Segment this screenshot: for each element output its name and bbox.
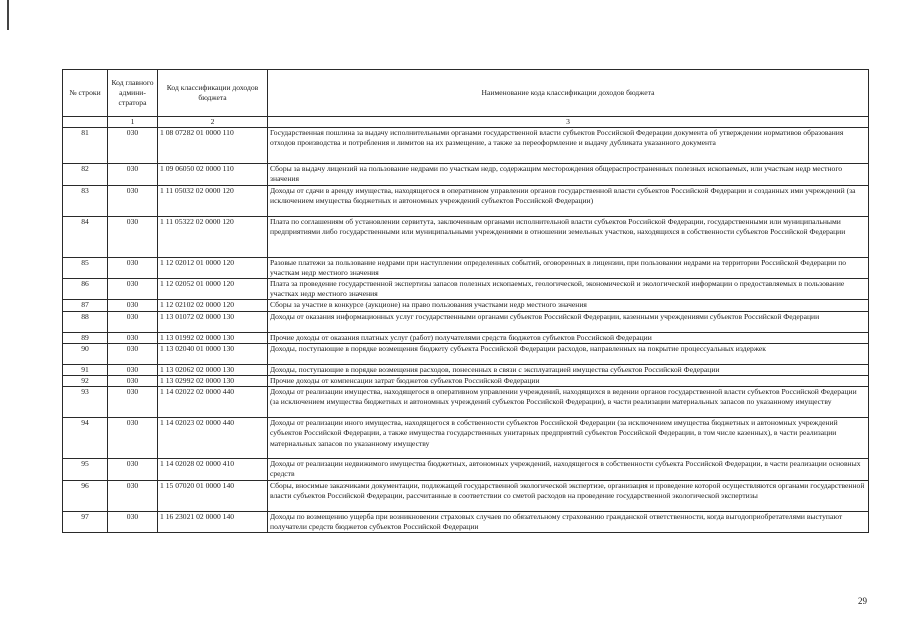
row-number: 94 <box>63 418 108 459</box>
classification-code: 1 15 07020 01 0000 140 <box>158 480 268 511</box>
code-name: Сборы за участие в конкурсе (аукционе) на право пользования участками недр местного значения <box>268 300 869 311</box>
admin-code: 030 <box>108 185 158 216</box>
classification-code: 1 11 05322 02 0000 120 <box>158 216 268 257</box>
classification-code: 1 14 02028 02 0000 410 <box>158 459 268 480</box>
code-name: Доходы от сдачи в аренду имущества, находящегося в оперативном управлении органов государственной власти субъектов Российской Федерации и созданных ими учреждений (за исключением имущества бюджетных и автономных учреждений субъектов Российской Федерации) <box>268 185 869 216</box>
header-code-name: Наименование кода классификации доходов бюджета <box>268 70 869 117</box>
table-row <box>63 418 869 459</box>
classification-code: 1 08 07282 01 0000 110 <box>158 128 268 164</box>
row-number: 97 <box>63 511 108 532</box>
admin-code: 030 <box>108 332 158 343</box>
row-number: 83 <box>63 185 108 216</box>
row-number: 91 <box>63 364 108 375</box>
classification-code: 1 16 23021 02 0000 140 <box>158 511 268 532</box>
table-row <box>63 364 869 375</box>
code-name: Плата за проведение государственной экспертизы запасов полезных ископаемых, геологической, экономической и экологической информации о предоставляемых в пользование участках недр местного значения <box>268 279 869 300</box>
classification-code: 1 13 02062 02 0000 130 <box>158 364 268 375</box>
code-name: Доходы от реализации недвижимого имущества бюджетных, автономных учреждений, находящегося в собственности субъекта Российской Федерации, в части реализации основных средств <box>268 459 869 480</box>
revenue-classification-table <box>62 69 869 533</box>
code-name: Сборы за выдачу лицензий на пользование недрами по участкам недр, содержащим месторождения общераспространенных полезных ископаемых, или участкам недр местного значения <box>268 164 869 185</box>
code-name: Прочие доходы от оказания платных услуг (работ) получателями средств бюджетов субъектов Российской Федерации <box>268 332 869 343</box>
admin-code: 030 <box>108 418 158 459</box>
column-number: 2 <box>158 117 268 128</box>
admin-code: 030 <box>108 376 158 387</box>
header-row-number: № строки <box>63 70 108 117</box>
code-name: Доходы от реализации имущества, находящегося в оперативном управлении учреждений, находящихся в ведении органов государственной власти субъектов Российской Федерации (за исключением имущества бюджетных и автономных учреждений субъектов Российской Федерации), в части реализации материальных запасов по указанному имуществу <box>268 387 869 418</box>
row-number: 86 <box>63 279 108 300</box>
admin-code: 030 <box>108 216 158 257</box>
admin-code: 030 <box>108 128 158 164</box>
page-number: 29 <box>858 596 867 606</box>
code-name: Доходы, поступающие в порядке возмещения бюджету субъекта Российской Федерации расходов, направленных на покрытие процессуальных издержек <box>268 343 869 364</box>
table-row <box>63 279 869 300</box>
table-row <box>63 376 869 387</box>
row-number: 92 <box>63 376 108 387</box>
row-number: 81 <box>63 128 108 164</box>
admin-code: 030 <box>108 480 158 511</box>
table-row <box>63 164 869 185</box>
code-name: Государственная пошлина за выдачу исполнительными органами государственной власти субъектов Российской Федерации документа об утверждении нормативов образования отходов производства и потребления и лимитов на их размещение, а также за переоформление и выдачу дубликата указанного документа <box>268 128 869 164</box>
table-row <box>63 311 869 332</box>
classification-code: 1 13 01992 02 0000 130 <box>158 332 268 343</box>
row-number: 89 <box>63 332 108 343</box>
column-number <box>63 117 108 128</box>
table-row <box>63 511 869 532</box>
header-admin-code: Код главного админи-стратора <box>108 70 158 117</box>
code-name: Разовые платежи за пользование недрами при наступлении определенных событий, оговоренных в лицензии, при пользовании недрами на территории Российской Федерации по участкам недр местного значения <box>268 257 869 278</box>
code-name: Доходы от реализации иного имущества, находящегося в собственности субъектов Российской Федерации (за исключением имущества бюджетных и автономных учреждений субъектов Российской Федерации, а также имущества государственных унитарных предприятий субъектов Российской Федерации, в том числе казенных), в части реализации материальных запасов по указанному имуществу <box>268 418 869 459</box>
admin-code: 030 <box>108 164 158 185</box>
code-name: Доходы, поступающие в порядке возмещения расходов, понесенных в связи с эксплуатацией имущества субъектов Российской Федерации <box>268 364 869 375</box>
admin-code: 030 <box>108 511 158 532</box>
admin-code: 030 <box>108 311 158 332</box>
classification-code: 1 13 02992 02 0000 130 <box>158 376 268 387</box>
table-row <box>63 332 869 343</box>
code-name: Плата по соглашениям об установлении сервитута, заключенным органами исполнительной власти субъектов Российской Федерации, государственными или муниципальными предприятиями либо государственными или муниципальными учреждениями в отношении земельных участков, находящихся в собственности субъектов Российской Федерации <box>268 216 869 257</box>
admin-code: 030 <box>108 300 158 311</box>
code-name: Доходы от оказания информационных услуг государственными органами субъектов Российской Федерации, казенными учреждениями субъектов Российской Федерации <box>268 311 869 332</box>
row-number: 87 <box>63 300 108 311</box>
table-row <box>63 128 869 164</box>
table-row <box>63 387 869 418</box>
row-number: 95 <box>63 459 108 480</box>
row-number: 93 <box>63 387 108 418</box>
admin-code: 030 <box>108 364 158 375</box>
classification-code: 1 12 02052 01 0000 120 <box>158 279 268 300</box>
classification-code: 1 13 02040 01 0000 130 <box>158 343 268 364</box>
classification-code: 1 12 02102 02 0000 120 <box>158 300 268 311</box>
table-row <box>63 216 869 257</box>
classification-code: 1 12 02012 01 0000 120 <box>158 257 268 278</box>
admin-code: 030 <box>108 387 158 418</box>
row-number: 82 <box>63 164 108 185</box>
admin-code: 030 <box>108 343 158 364</box>
table-row <box>63 300 869 311</box>
admin-code: 030 <box>108 459 158 480</box>
table-row <box>63 343 869 364</box>
table-header-row <box>63 70 869 117</box>
header-classification-code: Код классификации доходов бюджета <box>158 70 268 117</box>
table-row <box>63 480 869 511</box>
classification-code: 1 13 01072 02 0000 130 <box>158 311 268 332</box>
classification-code: 1 09 06050 02 0000 110 <box>158 164 268 185</box>
column-number: 1 <box>108 117 158 128</box>
code-name: Сборы, вносимые заказчиками документации, подлежащей государственной экологической экспертизе, организация и проведение которой осуществляются органами государственной власти субъектов Российской Федерации, рассчитанные в соответствии со сметой расходов на проведение государственной экологической экспертизы <box>268 480 869 511</box>
row-number: 84 <box>63 216 108 257</box>
classification-code: 1 14 02023 02 0000 440 <box>158 418 268 459</box>
column-number-row <box>63 117 869 128</box>
admin-code: 030 <box>108 279 158 300</box>
column-number: 3 <box>268 117 869 128</box>
classification-code: 1 14 02022 02 0000 440 <box>158 387 268 418</box>
code-name: Прочие доходы от компенсации затрат бюджетов субъектов Российской Федерации <box>268 376 869 387</box>
code-name: Доходы по возмещению ущерба при возникновении страховых случаев по обязательному страхованию гражданской ответственности, когда выгодоприобретателями выступают получатели средств бюджетов субъектов Российской Федерации <box>268 511 869 532</box>
row-number: 96 <box>63 480 108 511</box>
row-number: 88 <box>63 311 108 332</box>
table-row <box>63 185 869 216</box>
admin-code: 030 <box>108 257 158 278</box>
row-number: 90 <box>63 343 108 364</box>
row-number: 85 <box>63 257 108 278</box>
table-row <box>63 459 869 480</box>
table-row <box>63 257 869 278</box>
classification-code: 1 11 05032 02 0000 120 <box>158 185 268 216</box>
binding-mark <box>7 0 9 30</box>
table-body <box>63 128 869 533</box>
